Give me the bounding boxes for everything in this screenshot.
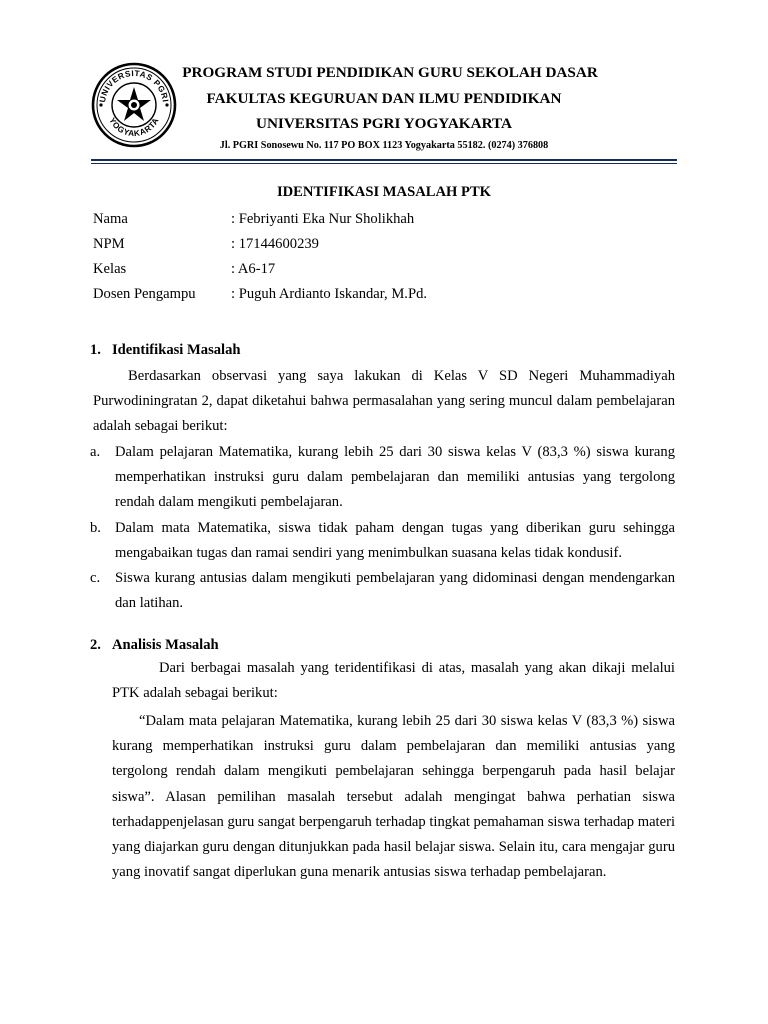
identifikasi-intro-paragraph: Berdasarkan observasi yang saya lakukan di Kelas V SD Negeri Muhammadiyah Purwodiningratan 2, dapat diketahui bahwa permasalahan yang sering muncul dalam pembelajaran adalah sebagai berikut: (93, 368, 675, 435)
list-item-text: Siswa kurang antusias dalam mengikuti pembelajaran yang didominasi dengan mendengarkan dan latihan. (115, 570, 675, 612)
list-marker: b. (90, 520, 101, 536)
section-number: 2. (90, 637, 101, 653)
program-name: PROGRAM STUDI PENDIDIKAN GURU SEKOLAH DASAR (182, 64, 598, 81)
identity-value: : Febriyanti Eka Nur Sholikhah (231, 211, 415, 227)
identity-value: : Puguh Ardianto Iskandar, M.Pd. (231, 286, 428, 302)
list-marker: a. (90, 444, 101, 460)
university-address: Jl. PGRI Sonosewu No. 117 PO BOX 1123 Yogyakarta 55182. (0274) 376808 (219, 140, 549, 151)
identity-value: : A6-17 (231, 261, 276, 277)
letterhead-rule-thin (91, 163, 677, 164)
analisis-intro-paragraph: Dari berbagai masalah yang teridentifikasi di atas, masalah yang akan dikaji melalui PTK adalah sebagai berikut: (112, 660, 675, 702)
identity-label: Nama (93, 211, 128, 227)
identity-value: : 17144600239 (231, 236, 319, 252)
university-name: UNIVERSITAS PGRI YOGYAKARTA (255, 115, 512, 132)
list-item-text: Dalam mata Matematika, siswa tidak paham dengan tugas yang diberikan guru sehingga mengabaikan tugas dan ramai sendiri yang menimbulkan suasana kelas tidak kondusif. (115, 520, 675, 562)
analisis-quote-paragraph: “Dalam mata pelajaran Matematika, kurang lebih 25 dari 30 siswa kelas V (83,3 %) siswa kurang memperhatikan instruksi guru dalam pembelajaran dan memiliki antusias yang tergolong rendah dalam mengikuti pembelajaran sehingga berpengaruh pada hasil belajar siswa”. Alasan pemilihan masalah tersebut adalah mengingat bahwa perhatian siswa terhadappenjelasan guru sangat berpengaruh terhadap tingkat pemahaman siswa terhadap materi yang diajarkan guru dengan ditunjukkan pada hasil belajar siswa. Selain itu, cara mengajar guru yang inovatif sangat diperlukan guna menarik antusias siswa terhadap pembelajaran. (112, 713, 675, 881)
section-title: Analisis Masalah (112, 637, 219, 653)
identity-label: Dosen Pengampu (93, 286, 196, 302)
letterhead-rule-thick (91, 159, 677, 161)
section-title: Identifikasi Masalah (112, 342, 241, 358)
list-marker: c. (90, 570, 101, 586)
faculty-name: FAKULTAS KEGURUAN DAN ILMU PENDIDIKAN (206, 90, 562, 107)
document-title: IDENTIFIKASI MASALAH PTK (276, 184, 492, 200)
identity-label: Kelas (93, 261, 127, 277)
svg-text:YOGYAKARTA: YOGYAKARTA (107, 116, 161, 139)
section-number: 1. (90, 342, 101, 358)
identity-label: NPM (93, 236, 125, 252)
list-item-text: Dalam pelajaran Matematika, kurang lebih 25 dari 30 siswa kelas V (83,3 %) siswa kurang memperhatikan instruksi guru dalam pembelajaran dan memiliki antusias yang tergolong rendah dalam mengikuti pembelajaran. (115, 444, 675, 511)
svg-text:UNIVERSITAS PGRI: UNIVERSITAS PGRI (98, 68, 170, 104)
